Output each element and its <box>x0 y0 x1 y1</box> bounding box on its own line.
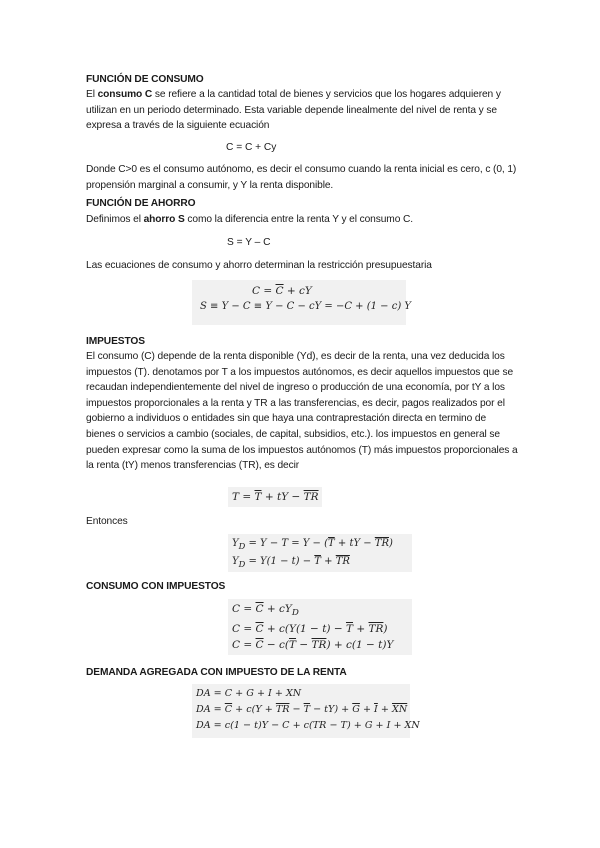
equation-line <box>232 554 412 572</box>
paragraph-impuestos: El consumo (C) depende de la renta disponible (Yd), es decir de la renta, una vez deducida los impuestos (T). denotamos por T a los impuestos autónomos, es decir aquellos impuestos que se recaudan independientemente del nivel de ingreso o producción de una economía, por tY a los impuestos proporcionales a la renta y TR a las transferencias, es decir, pagos realizados por el gobierno a individuos o entidades sin que haya una contraprestación directa en termino de bienes o servicios a cambio (sociales, de capital, subsidios, etc.). los impuestos en general se pueden expresar como la suma de los impuestos autónomos (T) más impuestos proporcionales a la renta (tY) menos transferencias (TR), es decir <box>86 351 518 472</box>
equation-line: DA = c(1 − t)Y − C + c(TR − T) + G + I + XN <box>196 720 420 731</box>
text: se refiere a la cantidad total de bienes y servicios que los hogares adquieren y utilizan en un periodo determinado. Esta variable depende linealmente del nivel de renta y se expresa a través de la siguiente ecuación <box>86 89 501 132</box>
math-overline: $\overline{T}$ <box>328 538 335 549</box>
math: = Y(1 − t) − <box>245 556 315 567</box>
math-overline: $\overline{G}$ <box>352 704 360 715</box>
math-overline: $\overline{TR}$ <box>374 538 389 549</box>
math: T = <box>232 491 255 503</box>
math-overline: $\overline{I}$ <box>374 704 378 715</box>
heading-funcion-ahorro: FUNCIÓN DE AHORRO <box>86 198 196 209</box>
section-consumo <box>86 72 518 134</box>
math: + <box>359 704 375 715</box>
math: + cY <box>263 603 292 615</box>
math: C = <box>252 285 276 297</box>
bold-term: ahorro S <box>143 214 185 225</box>
math-overline: $\overline{TR}$ <box>303 491 319 503</box>
math: + <box>320 556 336 567</box>
math-overline: $\overline{TR}$ <box>335 556 350 567</box>
math-overline: $\overline{C}$ <box>255 623 264 636</box>
text: Definimos el <box>86 214 144 225</box>
math-overline: $\overline{XN}$ <box>391 704 408 715</box>
math-overline: $\overline{C}$ <box>255 639 264 652</box>
bold-term: consumo C <box>97 89 153 100</box>
math: ) + c(1 − t)Y <box>326 639 394 652</box>
math-overline: $\overline{T}$ <box>289 639 297 652</box>
math: + tY − <box>261 491 304 503</box>
equation-line <box>232 637 412 653</box>
math: DA = <box>196 704 225 715</box>
equation-box-renta-disponible <box>228 534 412 572</box>
math: + c(Y(1 − t) − <box>263 623 346 636</box>
math-overline: $\overline{T}$ <box>303 704 311 715</box>
math-overline: $\overline{T}$ <box>345 623 353 636</box>
math: − <box>296 639 312 652</box>
paragraph-ahorro-def <box>86 212 518 228</box>
equation-box-restriccion <box>192 280 412 325</box>
math: = Y − T = Y − ( <box>245 538 329 549</box>
math: C = <box>232 639 256 652</box>
math-overline: $\overline{TR}$ <box>275 704 290 715</box>
paragraph-restriccion: Las ecuaciones de consumo y ahorro determinan la restricción presupuestaria <box>86 260 432 271</box>
math-subscript: D <box>291 608 299 619</box>
paragraph-entonces: Entonces <box>86 516 128 527</box>
math: C = <box>232 623 256 636</box>
equation-consumo: C = C + Cy <box>226 142 277 153</box>
math: ) <box>383 623 388 636</box>
math-overline: $\overline{C}$ <box>275 285 284 297</box>
math-overline: $\overline{C}$ <box>255 603 264 615</box>
equation-ahorro: S = Y – C <box>227 237 271 248</box>
math-overline: $\overline{T}$ <box>314 556 321 567</box>
heading-demanda-agregada: DEMANDA AGREGADA CON IMPUESTO DE LA RENTA <box>86 667 347 678</box>
equation-line <box>196 702 410 718</box>
text: El <box>86 89 98 100</box>
math: + <box>353 623 369 636</box>
equation-line: S ≡ Y − C ≡ Y − C − cY = −C + (1 − c) Y <box>200 301 412 312</box>
math-overline: $\overline{TR}$ <box>311 639 327 652</box>
math-subscript: D <box>238 559 246 569</box>
heading-consumo-con-impuestos: CONSUMO CON IMPUESTOS <box>86 581 226 592</box>
math: ) <box>389 538 393 549</box>
math: − <box>289 704 304 715</box>
equation-line <box>232 489 322 505</box>
equation-box-consumo-impuestos <box>228 599 412 655</box>
equation-line <box>192 283 406 299</box>
math: Y <box>232 556 239 567</box>
math: + <box>377 704 392 715</box>
equation-line <box>232 621 412 637</box>
math: C = <box>232 603 256 615</box>
equation-line: DA = C + G + I + XN <box>196 688 302 699</box>
math: − c( <box>263 639 290 652</box>
heading-funcion-consumo: FUNCIÓN DE CONSUMO <box>86 74 204 85</box>
equation-line <box>232 536 412 554</box>
equation-box-impuestos <box>228 487 322 507</box>
heading-impuestos: IMPUESTOS <box>86 336 145 347</box>
paragraph-consumo-autonomo: Donde C>0 es el consumo autónomo, es decir el consumo cuando la renta inicial es cero, c (0, 1) propensión marginal a consumir, y Y la renta disponible. <box>86 164 517 191</box>
text: como la diferencia entre la renta Y y el consumo C. <box>184 214 413 225</box>
math-overline: $\overline{C}$ <box>224 704 233 715</box>
math: Y <box>232 538 239 549</box>
math-overline: $\overline{TR}$ <box>368 623 384 636</box>
math-overline: $\overline{T}$ <box>254 491 262 503</box>
paragraph-consumo-def <box>86 87 518 134</box>
equation-line <box>232 601 412 621</box>
math: + cY <box>283 285 312 297</box>
math: + tY − <box>334 538 375 549</box>
math: − tY) + <box>310 704 353 715</box>
math-subscript: D <box>238 541 246 551</box>
math: + c(Y + <box>232 704 276 715</box>
equation-box-demanda-agregada <box>192 684 420 738</box>
